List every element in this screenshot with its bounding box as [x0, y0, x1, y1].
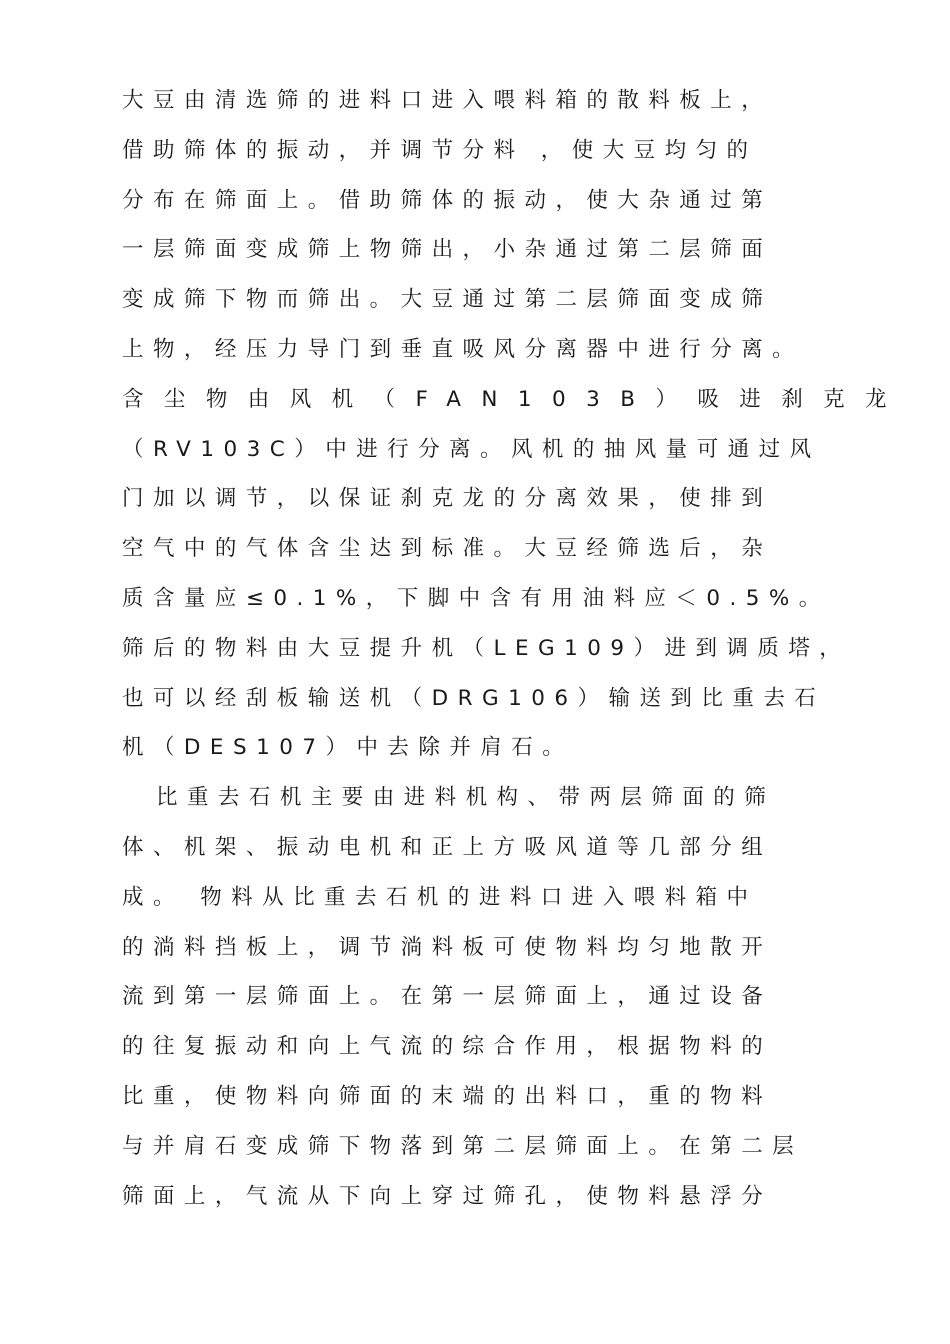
text-line: 分布在筛面上。借助筛体的振动，使大杂通过第	[122, 187, 773, 213]
text-line: 与并肩石变成筛下物落到第二层筛面上。在第二层	[122, 1133, 804, 1159]
text-line: 筛后的物料由大豆提升机（LEG109）进到调质塔，	[122, 635, 851, 661]
text-line: 也可以经刮板输送机（DRG106）输送到比重去石	[122, 685, 826, 711]
text-line: 体、机架、振动电机和正上方吸风道等几部分组	[122, 834, 773, 860]
text-line: 大豆由清选筛的进料口进入喂料箱的散料板上，	[122, 88, 773, 113]
text-line: 质含量应≤0.1%，下脚中含有用油料应＜0.5%。	[122, 585, 830, 611]
text-line: 筛面上，气流从下向上穿过筛孔，使物料悬浮分	[122, 1183, 773, 1209]
text-line: 机（DES107）中去除并肩石。	[122, 735, 574, 761]
text-line: 比重去石机主要由进料机构、带两层筛面的筛	[156, 785, 776, 811]
text-line: 流到第一层筛面上。在第一层筛面上，通过设备	[122, 984, 773, 1010]
text-line: 的往复振动和向上气流的综合作用，根据物料的	[122, 1034, 773, 1060]
text-line: 借助筛体的振动，并调节分料 ，使大豆均匀的	[122, 137, 758, 163]
text-line: （RV103C）中进行分离。风机的抽风量可通过风	[122, 436, 821, 462]
text-line: 上物，经压力导门到垂直吸风分离器中进行分离。	[122, 336, 804, 362]
body-text	[122, 76, 907, 1221]
text-line: 变成筛下物而筛出。大豆通过第二层筛面变成筛	[122, 287, 773, 313]
text-line: 空气中的气体含尘达到标准。大豆经筛选后，杂	[122, 536, 773, 562]
text-line: 成。 物料从比重去石机的进料口进入喂料箱中	[122, 884, 758, 910]
text-line: 的淌料挡板上，调节淌料板可使物料均匀地散开	[122, 934, 773, 960]
text-line: 一层筛面变成筛上物筛出，小杂通过第二层筛面	[122, 237, 773, 263]
text-line: 含尘物由风机（FAN103B）吸进刹克龙	[122, 386, 907, 412]
text-line: 比重，使物料向筛面的末端的出料口，重的物料	[122, 1083, 773, 1109]
text-line: 门加以调节，以保证刹克龙的分离效果，使排到	[122, 486, 773, 512]
